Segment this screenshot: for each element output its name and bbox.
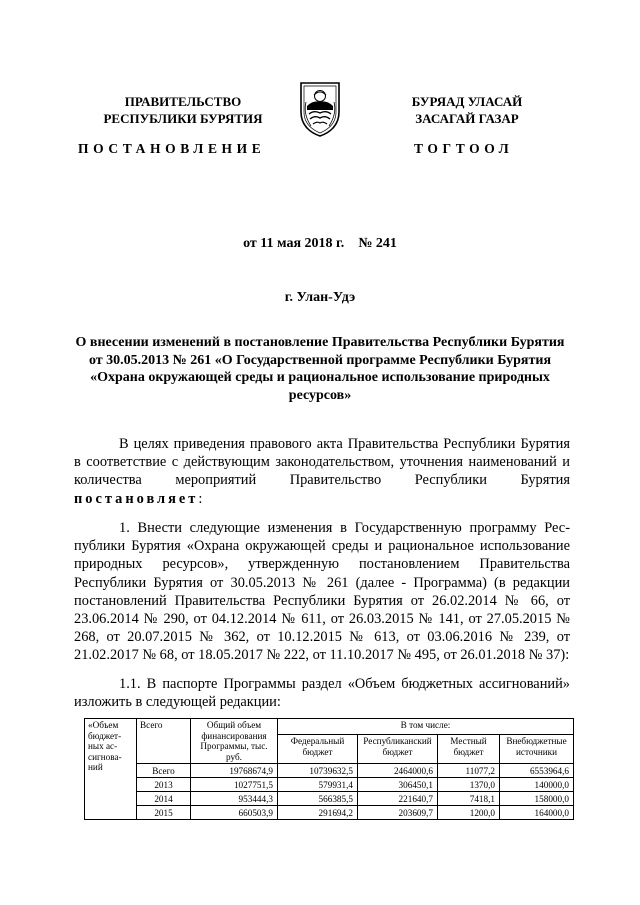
table-row — [85, 806, 574, 820]
cell-year: 2015 — [137, 806, 191, 820]
budget-table — [84, 718, 574, 820]
cell-total: 953444,3 — [191, 792, 278, 806]
cell-local: 11077,2 — [438, 764, 500, 778]
cell-republican: 203609,7 — [358, 806, 438, 820]
col-header-federal: Федеральный бюджет — [278, 735, 358, 764]
date-line — [0, 236, 640, 252]
document-type-bur: ТОГТООЛ — [414, 141, 514, 156]
cell-year: Всего — [137, 764, 191, 778]
resolves-word: постановляет — [74, 490, 199, 507]
preamble-text: В целях приведения правового акта Правительства Республики Бурятия в соответствие с действующим законодательством, уточнения наименований и количества мероприятий Правительство Республики Бурятия — [74, 436, 570, 489]
cell-federal: 579931,4 — [278, 778, 358, 792]
paragraph-item-1-1: 1.1. В паспорте Программы раздел «Объем бюджетных ассигнований» изложить в следующей редакции: — [74, 676, 570, 711]
table-row — [85, 792, 574, 806]
row-label-cell: «Объем бюджетных ассигнований — [85, 719, 137, 820]
cell-year: 2013 — [137, 778, 191, 792]
cell-republican: 2464000,6 — [358, 764, 438, 778]
header-left-line1: ПРАВИТЕЛЬСТВО — [124, 94, 242, 109]
table-row — [85, 778, 574, 792]
coat-of-arms-icon — [297, 80, 343, 138]
cell-republican: 306450,1 — [358, 778, 438, 792]
table-header-row-1 — [85, 719, 574, 735]
document-date: от 11 мая 2018 г. — [243, 236, 345, 251]
cell-extrabudget: 140000,0 — [500, 778, 574, 792]
city: г. Улан-Удэ — [284, 290, 356, 305]
cell-local: 1200,0 — [438, 806, 500, 820]
cell-total: 19768674,9 — [191, 764, 278, 778]
header-right-line2: ЗАСАГАЙ ГАЗАР — [415, 111, 519, 126]
col-header-local: Местный бюджет — [438, 735, 500, 764]
cell-local: 7418,1 — [438, 792, 500, 806]
cell-extrabudget: 158000,0 — [500, 792, 574, 806]
document-type-ru: ПОСТАНОВЛЕНИЕ — [78, 141, 266, 156]
col-header-republican: Республиканский бюджет — [358, 735, 438, 764]
col-header-group: В том числе: — [278, 719, 574, 735]
cell-local: 1370,0 — [438, 778, 500, 792]
paragraph-item-1: 1. Внести следующие изменения в Государственную программу Республики Бурятия «Охрана окружающей среды и рациональное использование природных ресурсов», утвержденную постановлением Правительства Республики Бурятия от 30.05.2013 № 261 (далее - Программа) (в редакции постановлений Правительства Республики Бурятия от 26.02.2014 № 66, от 23.06.2014 № 290, от 04.12.2014 № 611, от 26.03.2015 № 141, от 27.05.2015 № 268, от 20.07.2015 № 362, от 10.12.2015 № 613, от 03.06.2016 № 239, от 21.02.2017 № 68, от 18.05.2017 № 222, от 11.10.2017 № 495, от 26.01.2018 № 37): — [74, 520, 570, 664]
cell-federal: 291694,2 — [278, 806, 358, 820]
cell-federal: 566385,5 — [278, 792, 358, 806]
cell-extrabudget: 6553964,6 — [500, 764, 574, 778]
preamble-colon: : — [198, 490, 203, 507]
cell-extrabudget: 164000,0 — [500, 806, 574, 820]
cell-republican: 221640,7 — [358, 792, 438, 806]
cell-total: 660503,9 — [191, 806, 278, 820]
cell-federal: 10739632,5 — [278, 764, 358, 778]
cell-total: 1027751,5 — [191, 778, 278, 792]
col-header-extrabudget: Внебюджетные источники — [500, 735, 574, 764]
col-header-year: Всего — [137, 719, 191, 764]
government-name-ru — [88, 93, 278, 127]
table-row — [85, 764, 574, 778]
document-heading: О внесении изменений в постановление Правительства Республики Бурятия от 30.05.2013 № 261 «О Государственной программе Республики Бурятия «Охрана окружающей среды и рациональное использование природных ресурсов» — [75, 335, 565, 403]
paragraph-preamble — [74, 435, 570, 508]
header-left-line2: РЕСПУБЛИКИ БУРЯТИЯ — [103, 111, 263, 126]
document-number: № 241 — [358, 236, 397, 251]
cell-year: 2014 — [137, 792, 191, 806]
government-name-bur — [382, 93, 552, 127]
col-header-total: Общий объем финансирования Программы, тыс. руб. — [191, 719, 278, 764]
header-right-line1: БУРЯАД УЛАСАЙ — [411, 94, 523, 109]
